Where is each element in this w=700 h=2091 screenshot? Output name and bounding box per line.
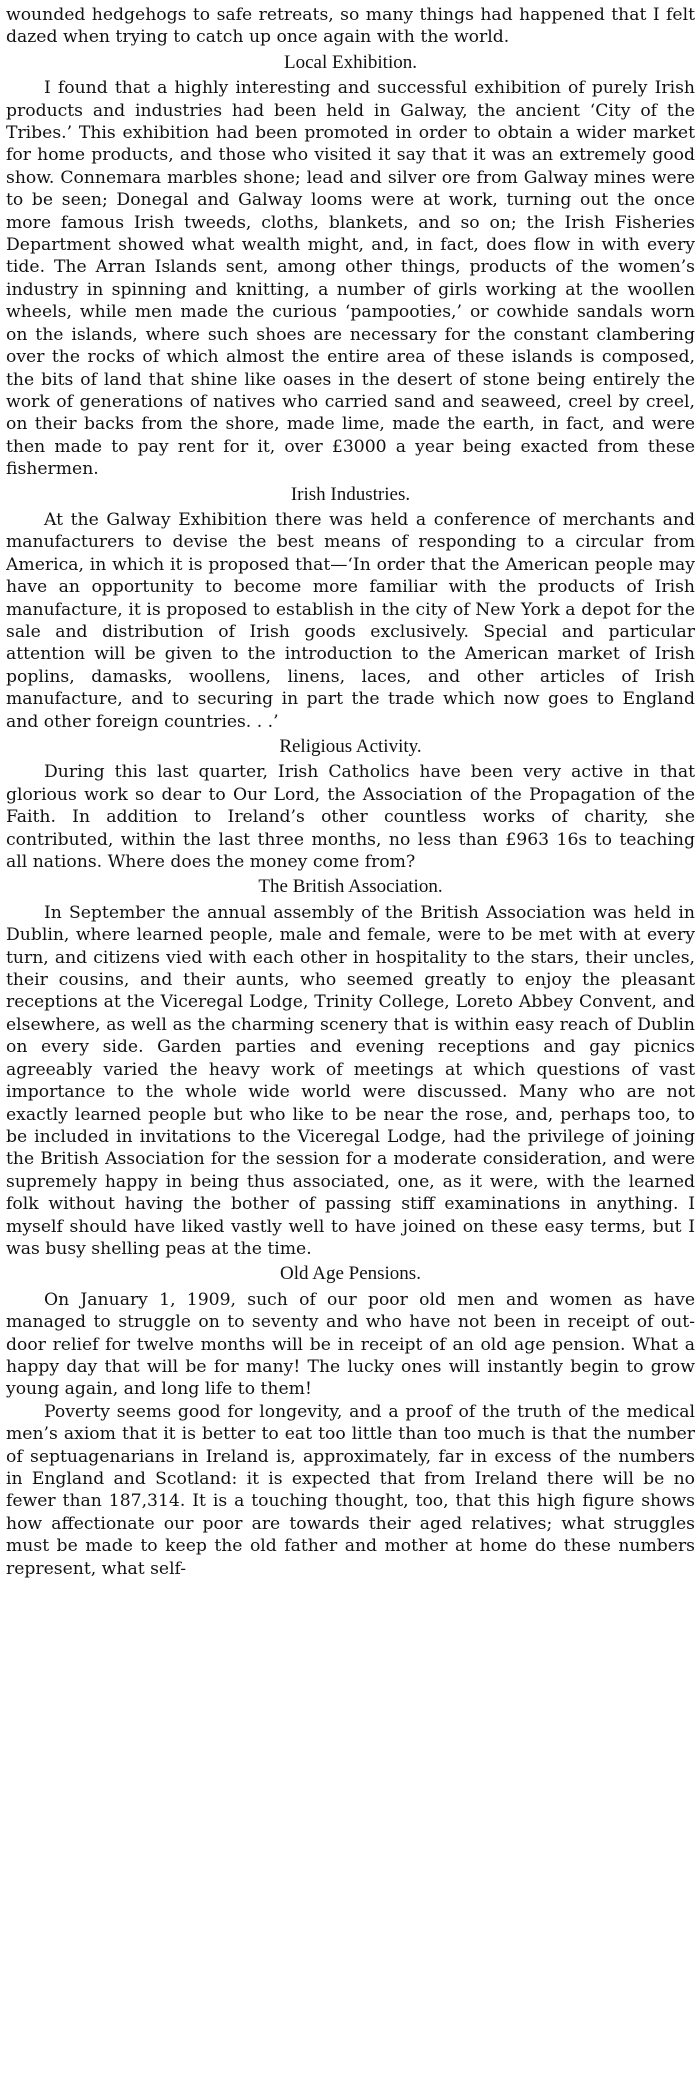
section-religious-activity — [6, 736, 695, 873]
section-local-exhibition — [6, 52, 695, 481]
section-heading: Religious Activity. — [279, 736, 422, 757]
section-paragraph: In September the annual assembly of the British Association was held in Dublin, where learned people, male and female, were to be met with at every turn, and citizens vied with each other in hospitality to the stars, their uncles, their cousins, and their aunts, who seemed greatly to enjoy the pleasant receptions at the Viceregal Lodge, Trinity College, Loreto Abbey Convent, and elsewhere, as well as the charming scenery that is within easy reach of Dublin on every side. Garden parties and evening receptions and gay picnics agreeably varied the heavy work of meetings at which questions of vast importance to the whole wide world were discussed. Many who are not exactly learned people but who like to be near the rose, and, perhaps too, to be included in invitations to the Viceregal Lodge, had the privilege of joining the British Association for the session for a moderate consideration, and were supremely happy in being thus associated, one, as it were, with the learned folk without having the bother of passing stiff examinations in anything. I myself should have liked vastly well to have joined on these easy terms, but I was busy shelling peas at the time. — [6, 902, 695, 1259]
section-irish-industries — [6, 484, 695, 733]
section-paragraph: On January 1, 1909, such of our poor old men and women as have managed to struggle on to seventy and who have not been in receipt of out-door relief for twelve months will be in receipt of an old age pension. What a happy day that will be for many! The lucky ones will instantly begin to grow young again, and long life to them! — [6, 1289, 695, 1400]
section-paragraph: Poverty seems good for longevity, and a proof of the truth of the medical men’s axiom that it is better to eat too little than too much is that the number of septuagenarians in Ireland is, approximately, far in excess of the numbers in England and Scotland: it is expected that from Ireland there will be no fewer than 187,314. It is a touching thought, too, that this high figure shows how affectionate our poor are towards their aged relatives; what struggles must be made to keep the old father and mother at home do these numbers represent, what self- — [6, 1401, 695, 1579]
section-paragraph: During this last quarter, Irish Catholics have been very active in that glorious work so dear to Our Lord, the Association of the Propagation of the Faith. In addition to Ireland’s other countless works of charity, she contributed, within the last three months, no less than £963 16s to teaching all nations. Where does the money come from? — [6, 762, 695, 873]
section-paragraph: I found that a highly interesting and successful exhibition of purely Irish products and industries had been held in Galway, the ancient ‘City of the Tribes.’ This exhibition had been promoted in order to obtain a wider market for home products, and those who visited it say that it was an extremely good show. Connemara marbles shone; lead and silver ore from Galway mines were to be seen; Donegal and Galway looms were at work, turning out the once more famous Irish tweeds, cloths, blankets, and so on; the Irish Fisheries Department showed what wealth might, and, in fact, does flow in with every tide. The Arran Islands sent, among other things, products of the women’s industry in spinning and knitting, a number of girls working at the woollen wheels, while men made the curious ‘pampooties,’ or cowhide sandals worn on the islands, where such shoes are necessary for the constant clambering over the rocks of which almost the entire area of these islands is composed, the bits of land that shine like oases in the desert of stone being entirely the work of generations of natives who carried sand and seaweed, creel by creel, on their backs from the shore, made lime, made the earth, in fact, and were then made to pay rent for it, over £3000 a year being exacted from these fishermen. — [6, 78, 695, 480]
section-heading: Old Age Pensions. — [280, 1263, 421, 1285]
intro-paragraph: wounded hedgehogs to safe retreats, so many things had happened that I felt dazed when trying to catch up once again with the world. — [6, 5, 695, 48]
section-british-association — [6, 876, 695, 1260]
section-paragraph: At the Galway Exhibition there was held a conference of merchants and manufacturers to devise the best means of responding to a circular from America, in which it is proposed that—‘In order that the American people may have an opportunity to become more familiar with the products of Irish manufacture, it is proposed to establish in the city of New York a depot for the sale and distribution of Irish goods exclusively. Special and particular attention will be given to the introduction to the American market of Irish poplins, damasks, woollens, linens, laces, and other articles of Irish manufacture, and to securing in part the trade which now goes to England and other foreign countries. . .’ — [6, 509, 695, 732]
section-heading: Local Exhibition. — [284, 51, 417, 73]
section-heading: Irish Industries. — [290, 483, 411, 505]
section-heading: The British Association. — [258, 876, 443, 898]
section-old-age-pensions — [6, 1263, 695, 1580]
